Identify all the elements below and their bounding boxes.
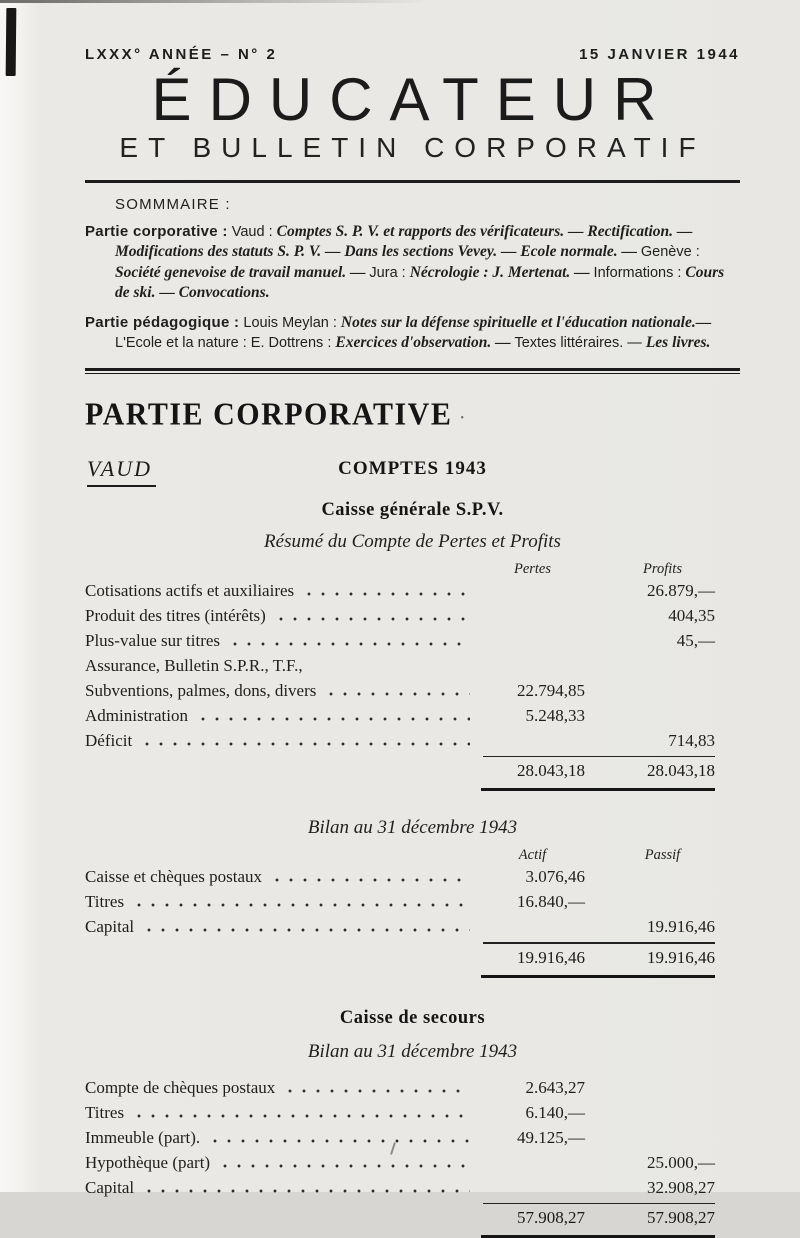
totals-rule-thick — [481, 975, 715, 978]
sommaire-text-segment: Genève : — [641, 244, 700, 260]
caisse-secours-title: Caisse de secours — [85, 1008, 740, 1029]
sommaire-entry-lead: Partie corporative : — [85, 223, 228, 240]
table-column-headers — [85, 561, 715, 578]
dot-leader — [275, 603, 470, 628]
sommaire-text-segment: Société genevoise de travail manuel. — — [115, 264, 369, 281]
dot-leader — [209, 1125, 470, 1150]
row-amount-col2: 26.879,— — [610, 578, 715, 603]
table-row — [85, 1150, 715, 1175]
scan-speck: · — [452, 406, 467, 429]
dot-leader — [133, 889, 470, 914]
row-label: Cotisations actifs et auxiliaires — [85, 578, 294, 603]
dot-leader — [197, 703, 470, 728]
caisse-generale-title: Caisse générale S.P.V. — [85, 500, 740, 521]
sommaire-text-segment: Exercices d'observation. — — [335, 334, 514, 351]
row-label: Titres — [85, 889, 124, 914]
issue-date: 15 JANVIER 1944 — [579, 46, 740, 63]
dot-leader — [325, 678, 470, 703]
bilan-generale-title: Bilan au 31 décembre 1943 — [85, 817, 740, 839]
row-amount-col1: 2.643,27 — [480, 1075, 585, 1100]
table-row — [85, 628, 715, 653]
sommaire-text-segment: Notes sur la défense spirituelle et l'éducation nationale.— — [341, 314, 711, 331]
masthead-issue-row — [85, 0, 740, 63]
dot-leader — [141, 728, 470, 753]
row-amount-col2: 404,35 — [610, 603, 715, 628]
row-label: Capital — [85, 914, 134, 939]
row-amount-col2: 45,— — [610, 628, 715, 653]
column-header-profits: Profits — [610, 561, 715, 578]
dot-leader — [143, 1175, 470, 1200]
row-amount-col1: 49.125,— — [480, 1125, 585, 1150]
row-label: Hypothèque (part) — [85, 1150, 210, 1175]
row-label: Compte de chèques postaux — [85, 1075, 275, 1100]
row-amount-col2: 25.000,— — [610, 1150, 715, 1175]
row-label: Produit des titres (intérêts) — [85, 603, 266, 628]
sommaire-text-segment: Louis Meylan : — [239, 315, 341, 331]
row-label: Caisse et chèques postaux — [85, 864, 262, 889]
caisse-secours-table — [85, 1075, 715, 1238]
row-label: Titres — [85, 1100, 124, 1125]
sommaire-text-segment: Informations : — [594, 265, 686, 281]
sommaire-entry-pedagogique — [85, 313, 740, 354]
section-title: PARTIE CORPORATIVE · — [85, 397, 740, 432]
sommaire-text-segment: Cours de ski. — Convocations. — [115, 264, 724, 302]
row-label: Assurance, Bulletin S.P.R., T.F., — [85, 653, 303, 678]
dot-leader — [133, 1100, 470, 1125]
table-row — [85, 1075, 715, 1100]
caisse-secours-subtitle: Bilan au 31 décembre 1943 — [85, 1041, 740, 1063]
journal-title: ÉDUCATEUR — [85, 69, 740, 131]
table-row — [85, 653, 715, 678]
table-row — [85, 914, 715, 939]
row-label: Déficit — [85, 728, 132, 753]
row-label: Immeuble (part). — [85, 1125, 200, 1150]
row-amount-col1: 6.140,— — [480, 1100, 585, 1125]
dot-leader — [229, 628, 470, 653]
pertes-profits-table — [85, 561, 715, 792]
sommaire-bottom-rule — [85, 368, 740, 374]
row-label: Plus-value sur titres — [85, 628, 220, 653]
table-row — [85, 889, 715, 914]
dot-leader — [303, 578, 470, 603]
sommaire-text-segment: Comptes S. P. V. et rapports des vérificateurs. — Rectification. — Modifications des statuts S. P. V. — Dans les sections Vevey. — Ecole normale. — — [115, 223, 692, 261]
totals-row — [85, 1204, 715, 1233]
dot-leader — [219, 1150, 470, 1175]
sommaire-text-segment: Textes littéraires. — — [514, 335, 645, 351]
row-label: Capital — [85, 1175, 134, 1200]
total-passif: 19.916,46 — [610, 946, 715, 970]
sommaire-text-segment: Nécrologie : J. Mertenat. — — [410, 264, 594, 281]
row-amount-col1: 22.794,85 — [480, 678, 585, 703]
table-row — [85, 678, 715, 703]
region-label-vaud: VAUD — [87, 456, 156, 487]
table-row — [85, 1100, 715, 1125]
sommaire-heading: SOMMMAIRE : — [115, 196, 740, 213]
table-row — [85, 578, 715, 603]
table-row — [85, 703, 715, 728]
table-row — [85, 1125, 715, 1150]
accounts-title: COMPTES 1943 — [85, 456, 740, 480]
region-row — [85, 456, 740, 486]
scan-binding-mark — [6, 8, 17, 76]
total-pertes: 28.043,18 — [480, 759, 585, 783]
table-row — [85, 864, 715, 889]
dot-leader — [271, 864, 470, 889]
dot-leader — [143, 914, 470, 939]
sommaire-text-segment: L'Ecole et la nature : E. Dottrens : — [115, 335, 335, 351]
row-amount-col2: 32.908,27 — [610, 1175, 715, 1200]
row-amount-col1: 3.076,46 — [480, 864, 585, 889]
table-row — [85, 1175, 715, 1200]
table-row — [85, 728, 715, 753]
total-col1: 57.908,27 — [480, 1206, 585, 1230]
dot-leader — [284, 1075, 470, 1100]
row-amount-col1: 16.840,— — [480, 889, 585, 914]
row-label: Subventions, palmes, dons, divers — [85, 678, 316, 703]
column-header-actif: Actif — [480, 847, 585, 864]
row-label: Administration — [85, 703, 188, 728]
total-col2: 57.908,27 — [610, 1206, 715, 1230]
sommaire-text-segment: Jura : — [369, 265, 409, 281]
sommaire-entry-corporative — [85, 222, 740, 304]
sommaire-entry-lead: Partie pédagogique : — [85, 314, 239, 331]
masthead-rule — [85, 180, 740, 183]
bilan-generale-table — [85, 847, 715, 978]
totals-row — [85, 944, 715, 973]
dot-leader — [312, 653, 470, 678]
total-profits: 28.043,18 — [610, 759, 715, 783]
column-header-pertes: Pertes — [480, 561, 585, 578]
journal-subtitle: ET BULLETIN CORPORATIF — [85, 131, 740, 165]
row-amount-col2: 19.916,46 — [610, 914, 715, 939]
totals-rule-thick — [481, 788, 715, 791]
totals-row — [85, 757, 715, 786]
total-actif: 19.916,46 — [480, 946, 585, 970]
column-header-passif: Passif — [610, 847, 715, 864]
sommaire-text-segment: Les livres. — [646, 334, 711, 351]
table-row — [85, 603, 715, 628]
caisse-generale-subtitle: Résumé du Compte de Pertes et Profits — [85, 531, 740, 553]
table-column-headers — [85, 847, 715, 864]
row-amount-col2: 714,83 — [610, 728, 715, 753]
issue-number: LXXX° ANNÉE – N° 2 — [85, 46, 277, 63]
row-amount-col1: 5.248,33 — [480, 703, 585, 728]
sommaire-text-segment: Vaud : — [228, 224, 277, 240]
